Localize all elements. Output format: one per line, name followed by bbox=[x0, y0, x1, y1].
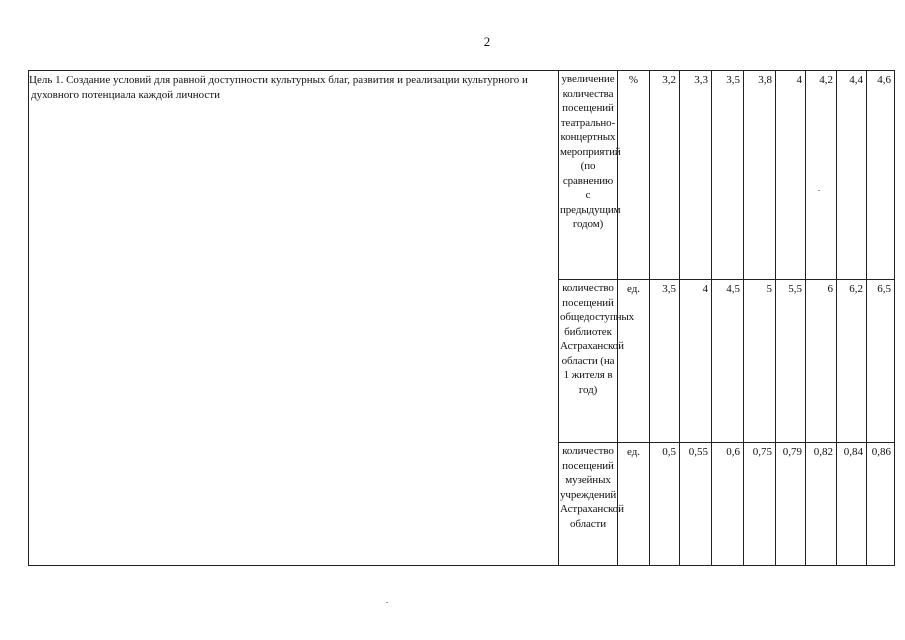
value-cell: 6,5 bbox=[867, 280, 895, 443]
value-cell: 0,6 bbox=[712, 443, 744, 566]
scan-speck bbox=[818, 190, 820, 191]
value-cell: 5 bbox=[744, 280, 776, 443]
value-cell: 4,6 bbox=[867, 71, 895, 280]
value-cell: 0,84 bbox=[837, 443, 867, 566]
value-cell: 4,2 bbox=[806, 71, 837, 280]
value-cell: 3,8 bbox=[744, 71, 776, 280]
value-cell: 4 bbox=[776, 71, 806, 280]
value-cell: 4,5 bbox=[712, 280, 744, 443]
unit-cell: ед. bbox=[618, 280, 650, 443]
value-cell: 3,5 bbox=[712, 71, 744, 280]
indicators-table bbox=[28, 70, 895, 566]
goal-text: Цель 1. Создание условий для равной доступности культурных благ, развития и реализации культурного и духовного потенциала каждой личности bbox=[29, 74, 528, 101]
indicator-cell: увеличение количества посещений театрально-концертных мероприятий (по сравнению с предыдущим годом) bbox=[559, 71, 618, 280]
value-cell: 4 bbox=[680, 280, 712, 443]
scan-speck bbox=[386, 602, 388, 603]
indicator-cell: количество посещений общедоступных библиотек Астраханской области (на 1 жителя в год) bbox=[559, 280, 618, 443]
value-cell: 0,5 bbox=[650, 443, 680, 566]
goal-cell bbox=[29, 71, 559, 566]
value-cell: 3,2 bbox=[650, 71, 680, 280]
page-number: 2 bbox=[483, 34, 491, 49]
value-cell: 0,75 bbox=[744, 443, 776, 566]
value-cell: 0,55 bbox=[680, 443, 712, 566]
value-cell: 0,82 bbox=[806, 443, 837, 566]
unit-cell: % bbox=[618, 71, 650, 280]
indicator-cell: количество посещений музейных учреждений Астраханской области bbox=[559, 443, 618, 566]
value-cell: 3,5 bbox=[650, 280, 680, 443]
value-cell: 5,5 bbox=[776, 280, 806, 443]
value-cell: 6,2 bbox=[837, 280, 867, 443]
table-row bbox=[29, 71, 895, 280]
value-cell: 6 bbox=[806, 280, 837, 443]
value-cell: 3,3 bbox=[680, 71, 712, 280]
unit-cell: ед. bbox=[618, 443, 650, 566]
value-cell: 4,4 bbox=[837, 71, 867, 280]
value-cell: 0,86 bbox=[867, 443, 895, 566]
value-cell: 0,79 bbox=[776, 443, 806, 566]
